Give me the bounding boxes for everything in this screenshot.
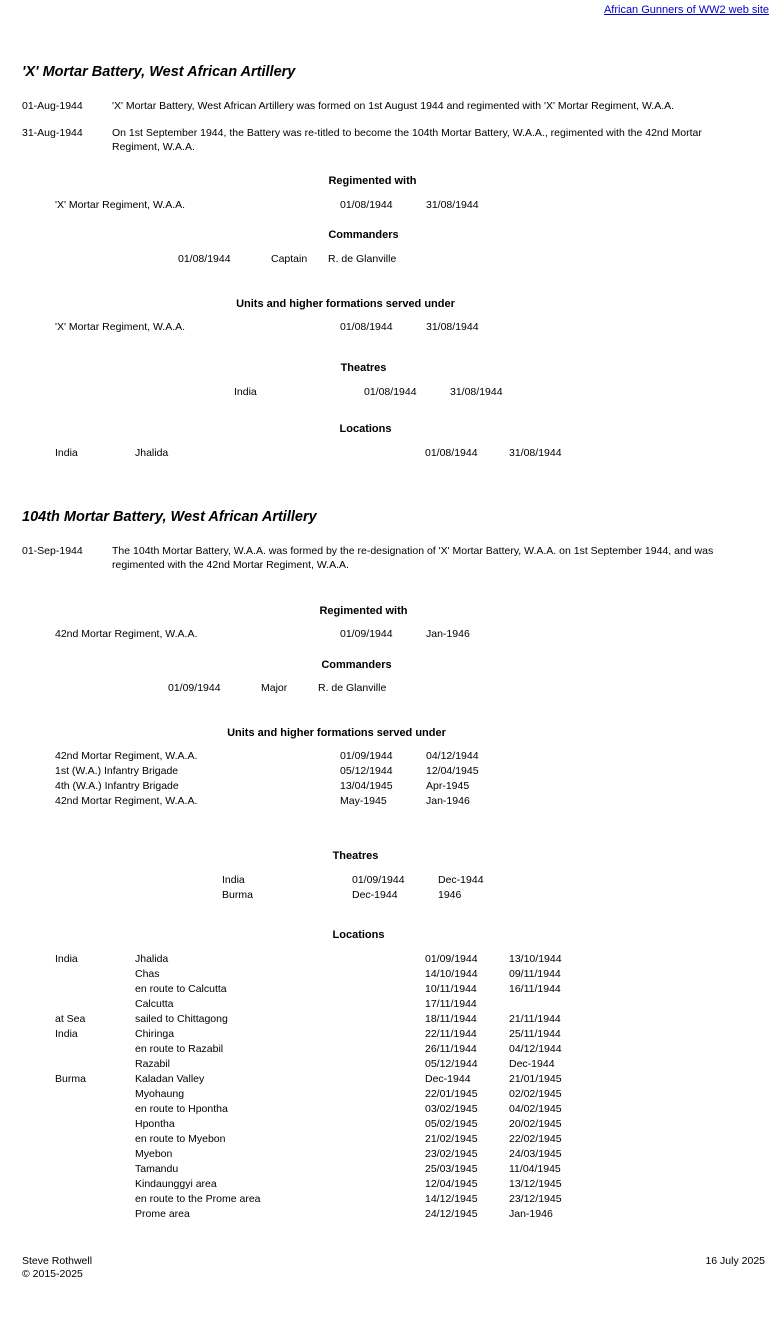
table-row (55, 1193, 589, 1208)
table-row (234, 386, 530, 401)
date-to: Dec-1944 (438, 874, 484, 886)
date-from: 05/02/1945 (425, 1118, 478, 1130)
location-name: Calcutta (135, 998, 174, 1010)
table-row (55, 1118, 589, 1133)
date-from: 12/04/1945 (425, 1178, 478, 1190)
date-to: Apr-1945 (426, 780, 470, 792)
battery-2-theatres-heading: Theatres (332, 850, 379, 862)
date-to: 31/08/1944 (509, 447, 562, 459)
date-from: 10/11/1944 (425, 983, 477, 995)
table-row (55, 1178, 589, 1193)
table-row (55, 1088, 589, 1103)
location-name: Chiringa (135, 1028, 175, 1040)
battery-1-units-heading: Units and higher formations served under (236, 298, 455, 310)
unit-name: 42nd Mortar Regiment, W.A.A. (55, 628, 198, 640)
note-row (22, 544, 722, 572)
battery-2-commanders-heading: Commanders (321, 659, 392, 671)
footer-author-block (22, 1255, 92, 1281)
date-to: 04/12/1944 (426, 750, 479, 762)
unit-name: 'X' Mortar Regiment, W.A.A. (55, 321, 186, 333)
date-from: 01/08/1944 (340, 199, 393, 211)
location-name: Hpontha (135, 1118, 175, 1130)
note-text: On 1st September 1944, the Battery was re-titled to become the 104th Mortar Battery, W.A.A., regimented with the 42nd Mortar Regiment, W.A.A. (112, 127, 702, 154)
date-from: 01/08/1944 (340, 321, 393, 333)
note-date: 31-Aug-1944 (22, 127, 83, 140)
note-text: The 104th Mortar Battery, W.A.A. was formed by the re-designation of 'X' Mortar Battery, W.A.A. on 1st September 1944, and was regimented with the 42nd Mortar Regiment, W.A.A. (112, 545, 714, 572)
battery-2-notes (22, 544, 722, 572)
commander-rank: Captain (271, 253, 308, 265)
date-to: 02/02/1945 (509, 1088, 562, 1100)
footer-copyright: © 2015-2025 (22, 1268, 83, 1281)
table-row (55, 983, 589, 998)
date-from: 03/02/1945 (425, 1103, 478, 1115)
date-to: 31/08/1944 (450, 386, 503, 398)
date-from: 14/12/1945 (425, 1193, 478, 1205)
date-to: 16/11/1944 (509, 983, 561, 995)
battery-1-commanders-table (178, 253, 458, 268)
note-text: 'X' Mortar Battery, West African Artillery was formed on 1st August 1944 and regimented with 'X' Mortar Regiment, W.A.A. (112, 100, 675, 112)
table-row (55, 1133, 589, 1148)
location-name: Kaladan Valley (135, 1073, 205, 1085)
table-row (55, 750, 506, 765)
commander-name: R. de Glanville (318, 682, 387, 694)
location-country (55, 1148, 135, 1163)
date-to: 1946 (438, 889, 462, 901)
table-row (55, 321, 506, 336)
location-country: at Sea (55, 1013, 86, 1025)
battery-2-units-table (55, 750, 506, 810)
table-row (55, 998, 589, 1013)
unit-name: 4th (W.A.) Infantry Brigade (55, 780, 179, 792)
table-row (55, 1103, 589, 1118)
battery-1-regimented-heading: Regimented with (328, 175, 417, 187)
table-row (55, 447, 589, 462)
date-to: 24/03/1945 (509, 1148, 562, 1160)
date-to: 25/11/1944 (509, 1028, 561, 1040)
battery-2-regimented-table (55, 628, 506, 643)
date-to (509, 998, 589, 1013)
battery-1-title: 'X' Mortar Battery, West African Artillery (22, 64, 296, 80)
location-name: Tamandu (135, 1163, 179, 1175)
top-link-bar (0, 0, 777, 16)
date-from: May-1945 (340, 795, 387, 807)
battery-2-locations-heading: Locations (332, 929, 385, 941)
note-date: 01-Sep-1944 (22, 545, 83, 557)
date-from: 01/08/1944 (425, 447, 478, 459)
table-row (55, 1148, 589, 1163)
commander-rank: Major (261, 682, 288, 694)
commander-date: 01/09/1944 (168, 682, 221, 694)
unit-name: 42nd Mortar Regiment, W.A.A. (55, 750, 198, 762)
location-name: en route to Myebon (135, 1133, 226, 1145)
location-country (55, 1178, 135, 1193)
location-country (55, 1043, 135, 1058)
date-to: Jan-1946 (509, 1208, 553, 1220)
battery-1-notes (22, 99, 722, 155)
footer-date: 16 July 2025 (705, 1255, 765, 1267)
location-country (55, 1208, 135, 1223)
date-from: 14/10/1944 (425, 968, 478, 980)
battery-2-locations-table (55, 953, 589, 1223)
table-row (55, 953, 589, 968)
date-to: 11/04/1945 (509, 1163, 561, 1175)
location-country (55, 998, 135, 1013)
date-to: Dec-1944 (509, 1058, 555, 1070)
table-row (222, 874, 518, 889)
location-country (55, 1088, 135, 1103)
location-country (55, 1133, 135, 1148)
date-to: 21/11/1944 (509, 1013, 561, 1025)
table-row (55, 780, 506, 795)
battery-1-units-table (55, 321, 506, 336)
location-name: en route to Calcutta (135, 983, 227, 995)
table-row (55, 1073, 589, 1088)
battery-2-commanders-table (168, 682, 448, 697)
table-row (55, 1013, 589, 1028)
battery-2-title: 104th Mortar Battery, West African Artillery (22, 509, 317, 525)
date-from: 01/09/1944 (425, 953, 478, 965)
location-name: Myebon (135, 1148, 173, 1160)
battery-1-regimented-table (55, 199, 506, 214)
date-from: 01/09/1944 (352, 874, 405, 886)
table-row (55, 968, 589, 983)
date-from: Dec-1944 (425, 1073, 471, 1085)
note-row (22, 99, 722, 113)
table-row (55, 628, 506, 643)
date-to: Jan-1946 (426, 795, 470, 807)
date-to: 20/02/1945 (509, 1118, 562, 1130)
date-to: 22/02/1945 (509, 1133, 562, 1145)
date-from: 23/02/1945 (425, 1148, 478, 1160)
table-row (55, 765, 506, 780)
african-gunners-site-link[interactable]: African Gunners of WW2 web site (603, 4, 769, 16)
location-country: Burma (55, 1073, 86, 1085)
location-name: en route to Razabil (135, 1043, 224, 1055)
date-to: 31/08/1944 (426, 199, 479, 211)
theatre-name: India (234, 386, 257, 398)
table-row (55, 1163, 589, 1178)
unit-name: 'X' Mortar Regiment, W.A.A. (55, 199, 186, 211)
location-name: Jhalida (135, 447, 169, 459)
date-from: Dec-1944 (352, 889, 398, 901)
location-country (55, 1163, 135, 1178)
table-row (168, 682, 448, 697)
table-row (55, 1028, 589, 1043)
commander-date: 01/08/1944 (178, 253, 231, 265)
date-to: 31/08/1944 (426, 321, 479, 333)
location-name: Myohaung (135, 1088, 185, 1100)
location-name: en route to the Prome area (135, 1193, 261, 1205)
table-row (55, 1043, 589, 1058)
battery-2-regimented-heading: Regimented with (319, 605, 408, 617)
table-row (55, 199, 506, 214)
date-from: 05/12/1944 (340, 765, 393, 777)
table-row (55, 795, 506, 810)
commander-name: R. de Glanville (328, 253, 397, 265)
date-to: 09/11/1944 (509, 968, 561, 980)
date-from: 18/11/1944 (425, 1013, 477, 1025)
date-to: 04/02/1945 (509, 1103, 562, 1115)
battery-1-locations-heading: Locations (339, 423, 392, 435)
location-name: Kindaunggyi area (135, 1178, 217, 1190)
date-to: 13/10/1944 (509, 953, 562, 965)
battery-2-theatres-table (222, 874, 518, 904)
date-from: 26/11/1944 (425, 1043, 477, 1055)
unit-name: 42nd Mortar Regiment, W.A.A. (55, 795, 198, 807)
battery-1-theatres-table (234, 386, 530, 401)
location-name: Jhalida (135, 953, 169, 965)
date-from: 01/09/1944 (340, 628, 393, 640)
location-country (55, 1193, 135, 1208)
theatre-name: Burma (222, 889, 253, 901)
location-name: sailed to Chittagong (135, 1013, 228, 1025)
table-row (55, 1208, 589, 1223)
date-from: 13/04/1945 (340, 780, 393, 792)
unit-name: 1st (W.A.) Infantry Brigade (55, 765, 179, 777)
date-from: 17/11/1944 (425, 998, 477, 1010)
date-to: 04/12/1944 (509, 1043, 562, 1055)
location-country: India (55, 953, 78, 965)
date-from: 05/12/1944 (425, 1058, 478, 1070)
date-from: 22/01/1945 (425, 1088, 478, 1100)
battery-1-locations-table (55, 447, 589, 462)
date-from: 25/03/1945 (425, 1163, 478, 1175)
location-country (55, 1118, 135, 1133)
date-from: 24/12/1945 (425, 1208, 478, 1220)
location-name: Razabil (135, 1058, 171, 1070)
date-to: 12/04/1945 (426, 765, 479, 777)
theatre-name: India (222, 874, 245, 886)
location-country (55, 983, 135, 998)
location-country (55, 1058, 135, 1073)
date-from: 01/08/1944 (364, 386, 417, 398)
date-to: 13/12/1945 (509, 1178, 562, 1190)
date-to: 23/12/1945 (509, 1193, 562, 1205)
location-name: en route to Hpontha (135, 1103, 228, 1115)
date-to: Jan-1946 (426, 628, 470, 640)
location-country: India (55, 447, 78, 459)
date-from: 22/11/1944 (425, 1028, 477, 1040)
location-name: Chas (135, 968, 160, 980)
battery-2-units-heading: Units and higher formations served under (227, 727, 446, 739)
note-row (22, 126, 722, 154)
location-name: Prome area (135, 1208, 190, 1220)
battery-1-theatres-heading: Theatres (340, 362, 387, 374)
location-country (55, 968, 135, 983)
date-from: 01/09/1944 (340, 750, 393, 762)
battery-1-commanders-heading: Commanders (328, 229, 399, 241)
footer-author: Steve Rothwell (22, 1255, 93, 1267)
location-country: India (55, 1028, 78, 1040)
table-row (178, 253, 458, 268)
date-to: 21/01/1945 (509, 1073, 562, 1085)
table-row (55, 1058, 589, 1073)
table-row (222, 889, 518, 904)
date-from: 21/02/1945 (425, 1133, 478, 1145)
note-date: 01-Aug-1944 (22, 100, 83, 112)
location-country (55, 1103, 135, 1118)
